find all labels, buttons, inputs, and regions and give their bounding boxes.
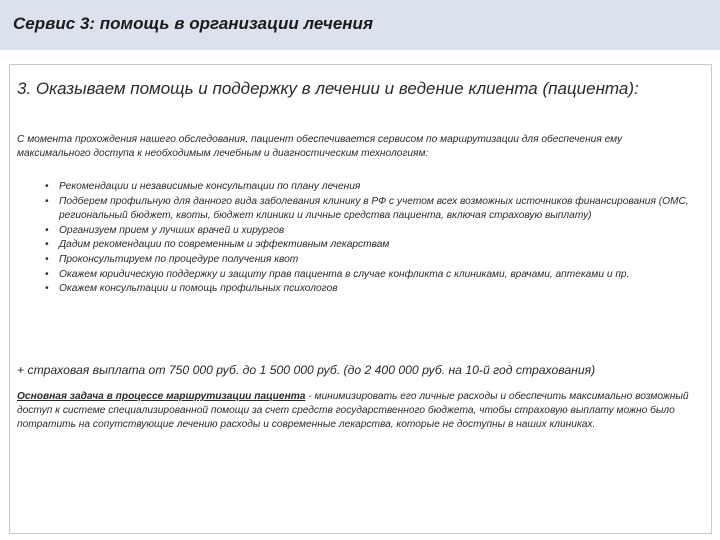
bullet-icon: • — [45, 224, 49, 236]
bullet-icon: • — [45, 268, 49, 280]
main-task-paragraph — [17, 390, 702, 432]
intro-paragraph: С момента прохождения нашего обследования, пациент обеспечивается сервисом по маршрутизации для обеспечения ему максимального доступа к необходимым лечебным и диагностическим технологиям: — [17, 134, 623, 159]
list-item-text: Окажем юридическую поддержку и защиту прав пациента в случае конфликта с клиниками, врачами, аптеками и пр. — [59, 268, 630, 280]
bullet-icon: • — [45, 239, 49, 251]
bullet-icon: • — [45, 181, 49, 192]
services-list — [17, 180, 697, 297]
list-item-text: Подберем профильную для данного вида заболевания клинику в РФ с учетом всех возможных источников финансирования (ОМС, региональный бюджет, квоты, бюджет клиники и личные средства пациента, включая страховую выплату) — [59, 195, 689, 222]
list-item-text: Рекомендации и независимые консультации по плану лечения — [59, 181, 361, 192]
list-item — [17, 238, 697, 253]
list-item-text: Организуем прием у лучших врачей и хирургов — [59, 224, 285, 236]
list-item — [17, 268, 697, 283]
main-task-lead: Основная задача в процессе маршрутизации пациента — [17, 391, 306, 402]
list-item-text: Дадим рекомендации по современным и эффективным лекарствам — [59, 239, 390, 251]
list-item — [17, 224, 697, 239]
list-item — [17, 253, 697, 268]
list-item — [17, 180, 697, 195]
main-task-text: - минимизировать его личные расходы и обеспечить максимально возможный доступ к системе специализированной помощи за счет средств государственного бюджета, чтобы страховую выплату можно было потратить на сопутствующие лечению расходы и современные лекарства, которые не доступны в наших клиниках. — [17, 391, 689, 430]
bullet-icon: • — [45, 253, 49, 265]
bullet-icon: • — [45, 283, 49, 295]
list-item — [17, 195, 697, 224]
list-item — [17, 282, 697, 297]
slide-title: Сервис 3: помощь в организации лечения — [13, 14, 373, 33]
list-item-text: Проконсультируем по процедуре получения квот — [59, 253, 299, 265]
list-item-text: Окажем консультации и помощь профильных психологов — [59, 283, 338, 295]
insurance-payment-note: + страховая выплата от 750 000 руб. до 1 500 000 руб. (до 2 400 000 руб. на 10-й год страхования) — [17, 363, 596, 377]
section-subheading: 3. Оказываем помощь и поддержку в лечении и ведение клиента (пациента): — [17, 79, 639, 98]
bullet-icon: • — [45, 195, 49, 207]
